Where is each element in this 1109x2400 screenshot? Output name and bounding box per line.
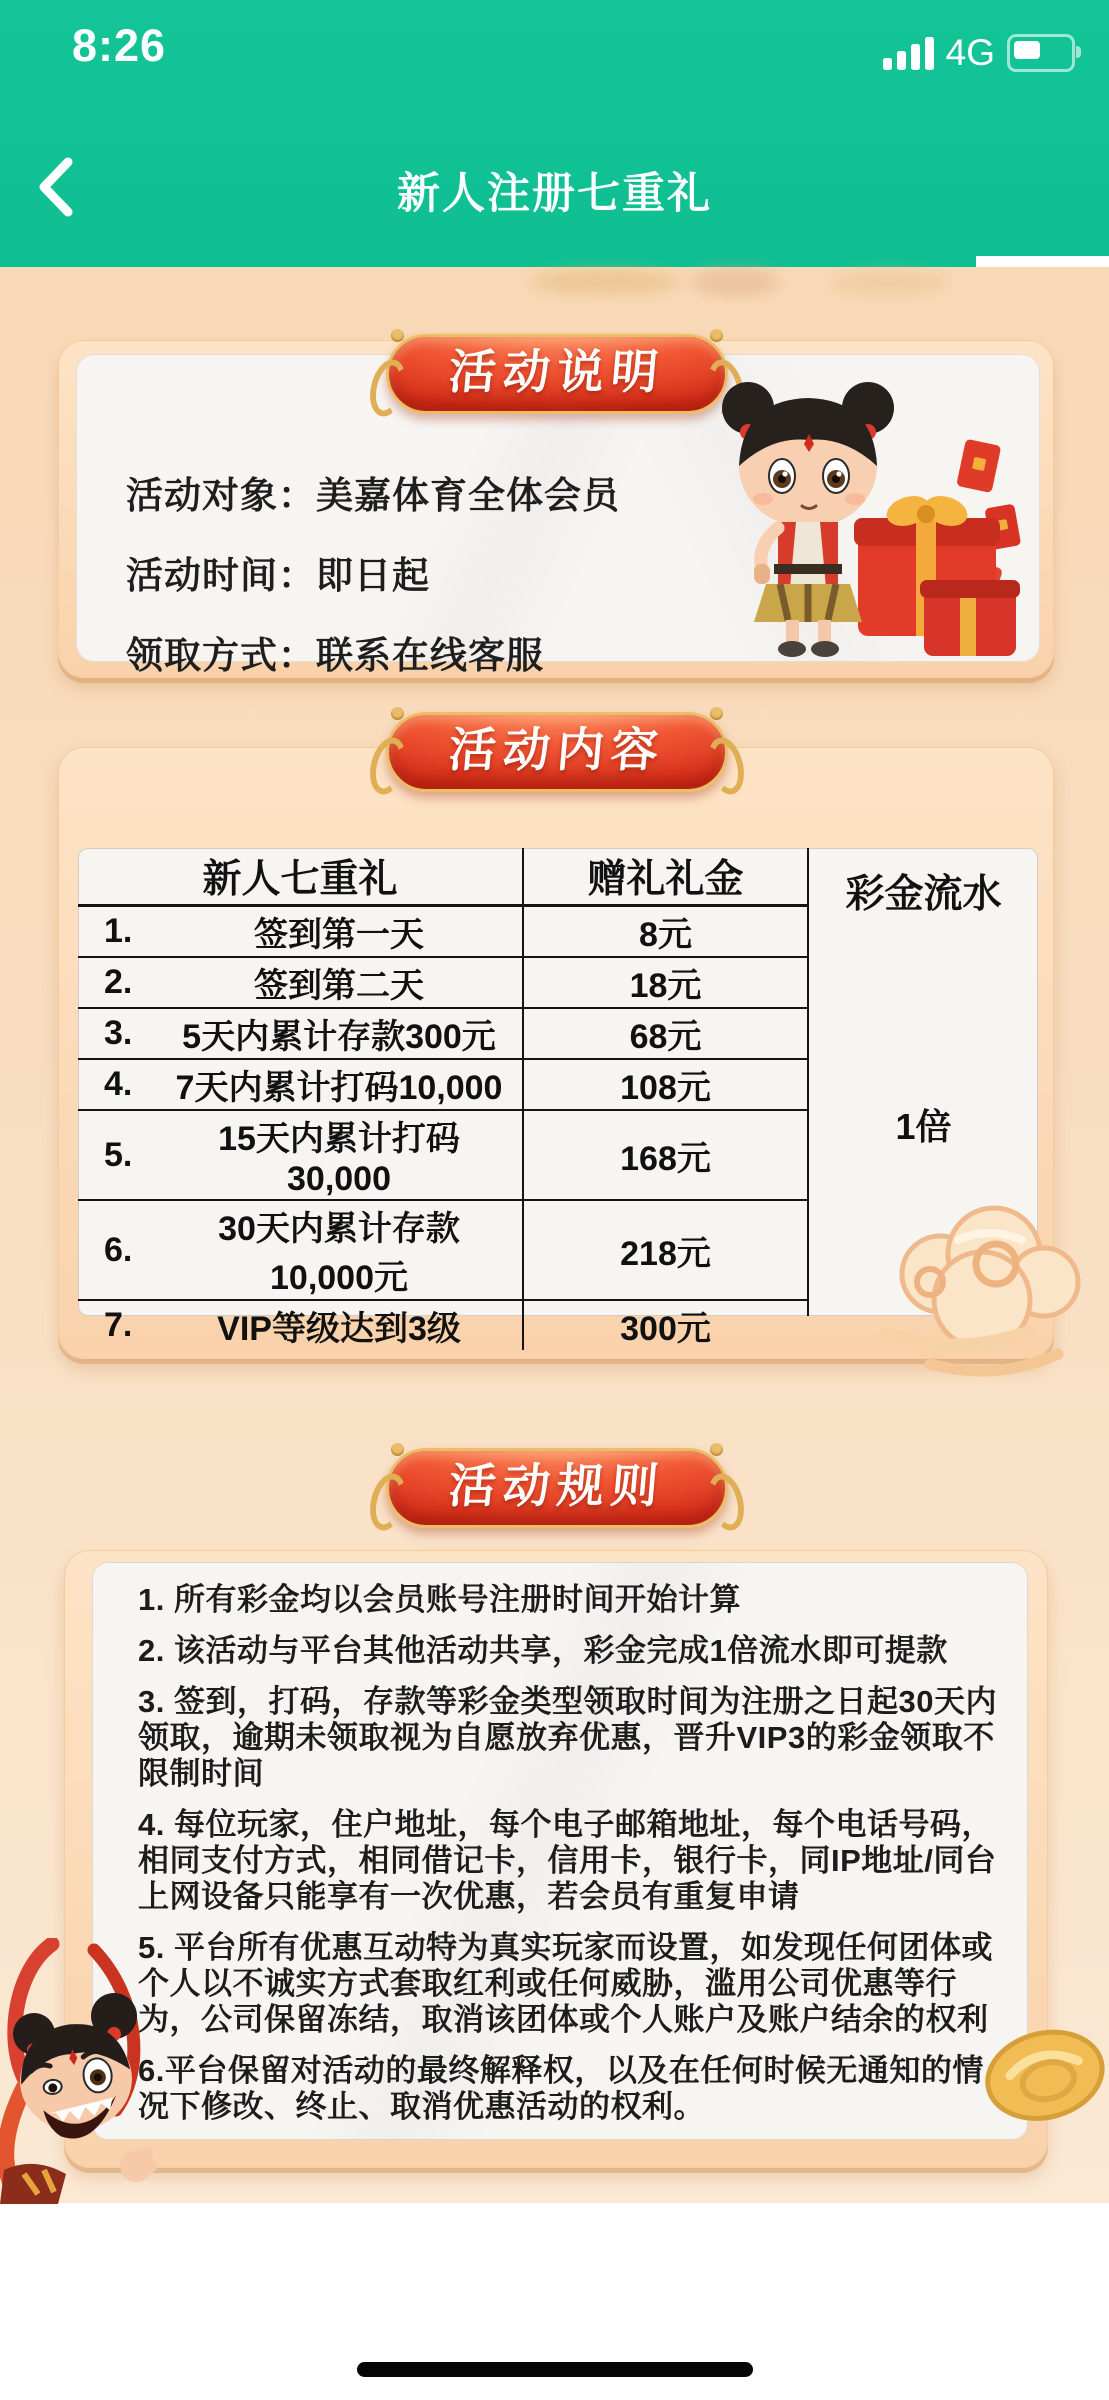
rule-item: 3. 签到，打码，存款等彩金类型领取时间为注册之日起30天内领取，逾期未领取视为自愿放弃优惠，晋升VIP3的彩金领取不限制时间 <box>138 1684 997 1791</box>
app-header <box>0 0 1109 267</box>
table-row <box>78 1111 807 1201</box>
status-icons <box>883 32 1075 74</box>
battery-icon <box>1007 34 1075 72</box>
rule-item: 6.平台保留对活动的最终解释权，以及在任何时候无通知的情况下修改、终止、取消优惠活动的权利。 <box>138 2053 984 2124</box>
turnover-value: 1倍 <box>895 1106 952 1147</box>
section-title: 活动规则 <box>446 1459 668 1512</box>
row-task: 签到第二天 <box>254 967 424 1005</box>
row-amount: 218元 <box>620 1234 711 1273</box>
table-row <box>78 1201 807 1301</box>
column-header: 新人七重礼 <box>78 848 524 904</box>
rule-item: 5. 平台所有优惠互动特为真实玩家而设置，如发现任何团体或个人以不诚实方式套取红利或任何威胁，滥用公司优惠等行为，公司保留冻结，取消该团体或个人账户及账户结余的权利 <box>138 1930 993 2037</box>
row-number: 1. <box>104 912 133 950</box>
line-label: 活动对象： <box>126 475 316 516</box>
rule-item: 1. 所有彩金均以会员账号注册时间开始计算 <box>138 1582 741 1617</box>
gold-coin-decoration <box>975 2028 1109 2124</box>
row-task: VIP等级达到3级 <box>217 1310 461 1348</box>
row-amount: 68元 <box>629 1018 702 1056</box>
section-title: 活动说明 <box>446 345 668 398</box>
table-row <box>78 907 807 958</box>
section-title: 活动内容 <box>446 723 668 776</box>
description-line <box>126 532 620 612</box>
section-banner-activity-content <box>386 712 728 792</box>
activity-description-lines <box>126 452 620 692</box>
row-task: 签到第一天 <box>254 916 424 954</box>
row-number: 6. <box>104 1230 133 1269</box>
background-decoration <box>530 269 680 295</box>
row-amount: 300元 <box>620 1310 711 1348</box>
mascot-girl-with-gifts-illustration <box>662 368 1022 658</box>
line-value: 即日起 <box>316 555 430 596</box>
mascot-nezha-illustration <box>0 1938 162 2204</box>
row-amount: 8元 <box>639 916 692 954</box>
description-line <box>126 452 620 532</box>
status-time: 8:26 <box>72 20 167 71</box>
table-row <box>78 1060 807 1111</box>
column-header: 赠礼礼金 <box>587 858 744 901</box>
table-row <box>78 1301 807 1350</box>
signal-strength-icon <box>883 36 934 70</box>
activity-rules-card <box>92 1562 1028 2140</box>
background-decoration <box>830 271 950 295</box>
row-number: 2. <box>104 963 133 1001</box>
network-type-label: 4G <box>945 32 995 73</box>
table-row <box>78 958 807 1009</box>
row-task: 30天内累计存款10,000元 <box>218 1210 460 1297</box>
row-number: 5. <box>104 1135 133 1174</box>
page-title: 新人注册七重礼 <box>397 170 712 218</box>
rule-item: 2. 该活动与平台其他活动共享，彩金完成1倍流水即可提款 <box>138 1633 948 1668</box>
row-number: 3. <box>104 1014 133 1052</box>
row-amount: 108元 <box>620 1069 711 1107</box>
row-number: 4. <box>104 1065 133 1103</box>
line-label: 领取方式： <box>126 635 316 676</box>
rewards-table-main <box>78 848 809 1348</box>
row-amount: 18元 <box>629 967 702 1005</box>
rule-item: 4. 每位玩家，住户地址，每个电子邮箱地址，每个电话号码，相同支付方式，相同借记卡，信用卡，银行卡，同IP地址/同台上网设备只能享有一次优惠，若会员有重复申请 <box>138 1807 997 1914</box>
column-header: 彩金流水 <box>845 872 1002 916</box>
line-value: 联系在线客服 <box>316 635 544 676</box>
table-row <box>78 1009 807 1060</box>
background-decoration <box>690 267 780 297</box>
section-banner-activity-rules <box>386 1448 728 1528</box>
row-task: 5天内累计存款300元 <box>182 1018 496 1056</box>
row-number: 7. <box>104 1306 133 1344</box>
row-task: 15天内累计打码30,000 <box>218 1120 460 1198</box>
row-amount: 168元 <box>620 1139 711 1178</box>
cloud-decoration <box>872 1192 1097 1392</box>
home-indicator[interactable] <box>357 2362 753 2377</box>
line-label: 活动时间： <box>126 555 316 596</box>
description-line <box>126 612 620 692</box>
line-value: 美嘉体育全体会员 <box>316 475 620 516</box>
table-header-row <box>78 848 807 907</box>
row-task: 7天内累计打码10,000 <box>175 1069 503 1107</box>
